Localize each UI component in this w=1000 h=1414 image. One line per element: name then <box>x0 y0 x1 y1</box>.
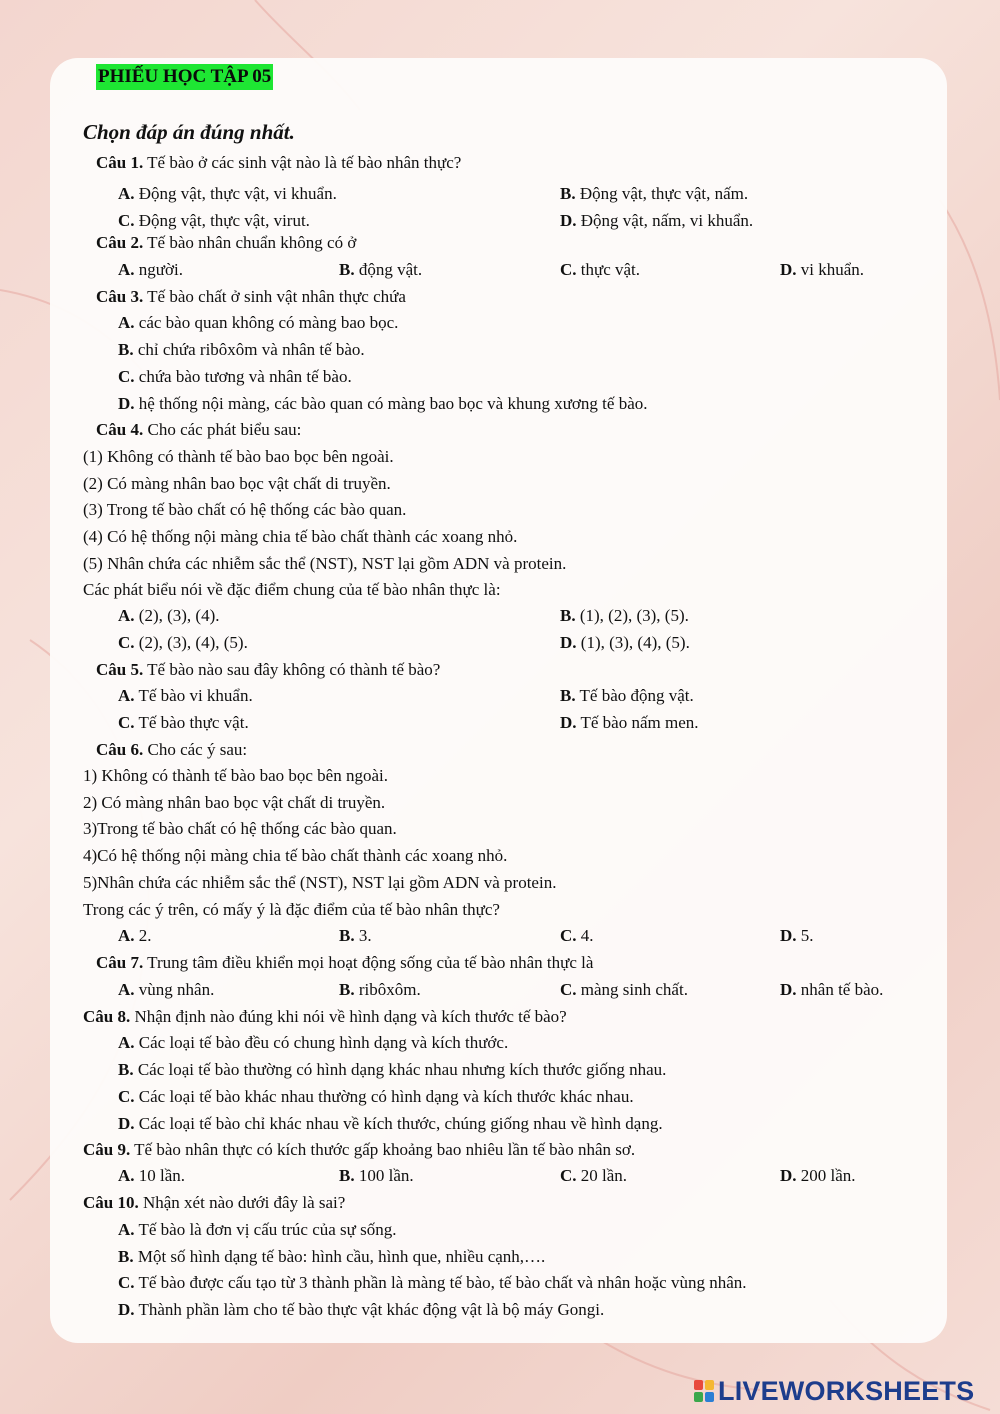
option-letter: C. <box>118 1087 135 1106</box>
option-letter: B. <box>560 686 576 705</box>
option-letter: C. <box>560 1166 577 1185</box>
statement-item: 5)Nhân chứa các nhiễm sắc thể (NST), NST lại gồm ADN và protein. <box>83 872 557 892</box>
option-letter: D. <box>780 980 797 999</box>
option-text: 3. <box>354 926 372 945</box>
option-text: Tế bào được cấu tạo từ 3 thành phần là màng tế bào, tế bào chất và nhân hoặc vùng nhân. <box>134 1273 747 1292</box>
option-letter: C. <box>118 713 135 732</box>
option-letter: A. <box>118 926 135 945</box>
answer-option-d <box>780 1165 856 1187</box>
option-text: Các loại tế bào thường có hình dạng khác nhau nhưng kích thước giống nhau. <box>133 1060 667 1079</box>
option-text: ribôxôm. <box>354 980 421 999</box>
option-text: chứa bào tương và nhân tế bào. <box>134 367 352 386</box>
question-number: Câu 1. <box>96 153 144 172</box>
question-number: Câu 8. <box>83 1007 131 1026</box>
option-text: thực vật. <box>576 260 641 279</box>
statement-item: 4)Có hệ thống nội màng chia tế bào chất thành các xoang nhỏ. <box>83 846 508 866</box>
option-letter: D. <box>560 633 577 652</box>
answer-option-c <box>560 1165 627 1187</box>
option-text: Tế bào động vật. <box>575 686 694 705</box>
question-1 <box>96 152 461 174</box>
answer-option-b <box>560 685 694 707</box>
option-letter: D. <box>780 1166 797 1185</box>
answer-option-a <box>118 183 337 205</box>
answer-option-b <box>118 1059 666 1081</box>
option-letter: A. <box>118 1220 135 1239</box>
answer-option-c <box>118 712 249 734</box>
option-text: Tế bào nấm men. <box>576 713 699 732</box>
answer-option-a <box>118 925 152 947</box>
liveworksheets-logo <box>694 1376 974 1406</box>
question-text: Tế bào nhân thực có kích thước gấp khoảng bao nhiêu lần tế bào nhân sơ. <box>130 1140 636 1159</box>
logo-square-yellow <box>705 1380 714 1390</box>
answer-option-a <box>118 685 253 707</box>
option-text: Các loại tế bào chỉ khác nhau về kích thước, chúng giống nhau về hình dạng. <box>134 1114 663 1133</box>
answer-option-c <box>118 1272 747 1294</box>
answer-option-c <box>118 366 352 388</box>
question-text: Nhận định nào đúng khi nói về hình dạng và kích thước tế bào? <box>130 1007 567 1026</box>
answer-option-b <box>118 1246 545 1268</box>
option-letter: A. <box>118 606 135 625</box>
option-letter: B. <box>339 926 355 945</box>
option-letter: B. <box>118 1060 134 1079</box>
option-letter: B. <box>118 340 134 359</box>
answer-option-b <box>118 339 365 361</box>
answer-option-b <box>560 605 689 627</box>
option-text: các bào quan không có màng bao bọc. <box>134 313 399 332</box>
answer-option-d <box>780 259 864 281</box>
question-text: Tế bào ở các sinh vật nào là tế bào nhân thực? <box>143 153 462 172</box>
option-text: Động vật, thực vật, vi khuẩn. <box>134 184 337 203</box>
option-text: chỉ chứa ribôxôm và nhân tế bào. <box>133 340 365 359</box>
question-number: Câu 4. <box>96 420 144 439</box>
question-text: Tế bào chất ở sinh vật nhân thực chứa <box>143 287 406 306</box>
statement-item: 2) Có màng nhân bao bọc vật chất di truyền. <box>83 792 386 812</box>
liveworksheets-logo-text: LIVEWORKSHEETS <box>718 1375 975 1406</box>
question-prompt: Trong các ý trên, có mấy ý là đặc điểm của tế bào nhân thực? <box>83 900 500 919</box>
option-letter: C. <box>560 260 577 279</box>
question-text: Trung tâm điều khiển mọi hoạt động sống của tế bào nhân thực là <box>143 953 594 972</box>
question-10 <box>83 1192 345 1214</box>
answer-option-c <box>560 259 640 281</box>
answer-option-c <box>118 210 310 232</box>
answer-option-b <box>339 1165 414 1187</box>
option-text: 4. <box>576 926 594 945</box>
statement-item: 3)Trong tế bào chất có hệ thống các bào quan. <box>83 819 397 839</box>
option-letter: A. <box>118 686 135 705</box>
answer-option-d <box>118 1299 604 1321</box>
answer-option-b <box>339 979 421 1001</box>
option-text: động vật. <box>354 260 423 279</box>
option-text: người. <box>134 260 183 279</box>
answer-option-a <box>118 259 183 281</box>
sheet-title: PHIẾU HỌC TẬP 05 <box>96 64 273 90</box>
option-text: 20 lần. <box>576 1166 628 1185</box>
option-letter: A. <box>118 260 135 279</box>
option-text: nhân tế bào. <box>796 980 884 999</box>
option-letter: D. <box>780 260 797 279</box>
option-letter: D. <box>118 1114 135 1133</box>
question-8 <box>83 1006 567 1028</box>
answer-option-d <box>780 925 814 947</box>
statement-item: (5) Nhân chứa các nhiễm sắc thể (NST), NST lại gồm ADN và protein. <box>83 553 567 573</box>
option-letter: B. <box>560 606 576 625</box>
option-text: (2), (3), (4), (5). <box>134 633 248 652</box>
answer-option-a <box>118 1032 508 1054</box>
option-letter: D. <box>560 211 577 230</box>
option-text: 200 lần. <box>796 1166 856 1185</box>
question-number: Câu 9. <box>83 1140 131 1159</box>
logo-square-green <box>694 1392 703 1402</box>
option-text: màng sinh chất. <box>576 980 688 999</box>
option-letter: B. <box>339 980 355 999</box>
statement-item: 1) Không có thành tế bào bao bọc bên ngoài. <box>83 766 388 785</box>
question-number: Câu 10. <box>83 1193 139 1212</box>
liveworksheets-logo-icon <box>694 1380 714 1402</box>
option-text: Các loại tế bào khác nhau thường có hình dạng và kích thước khác nhau. <box>134 1087 634 1106</box>
option-text: vùng nhân. <box>134 980 215 999</box>
option-letter: D. <box>560 713 577 732</box>
question-2 <box>96 232 356 254</box>
option-text: Tế bào vi khuẩn. <box>134 686 253 705</box>
logo-square-blue <box>705 1392 714 1402</box>
statement-item: (3) Trong tế bào chất có hệ thống các bào quan. <box>83 500 407 520</box>
option-text: Tế bào là đơn vị cấu trúc của sự sống. <box>134 1220 397 1239</box>
answer-option-a <box>118 312 398 334</box>
instruction: Chọn đáp án đúng nhất. <box>83 120 295 144</box>
option-letter: D. <box>118 1300 135 1319</box>
answer-option-d <box>560 632 690 654</box>
question-5 <box>96 659 440 681</box>
logo-square-red <box>694 1380 703 1390</box>
option-letter: C. <box>560 926 577 945</box>
option-text: hệ thống nội màng, các bào quan có màng bao bọc và khung xương tế bào. <box>134 394 648 413</box>
option-text: 2. <box>134 926 152 945</box>
question-text: Tế bào nhân chuẩn không có ở <box>143 233 357 252</box>
question-6 <box>96 739 247 761</box>
answer-option-b <box>339 259 422 281</box>
answer-option-d <box>118 393 648 415</box>
option-text: Một số hình dạng tế bào: hình cầu, hình que, nhiều cạnh,…. <box>133 1247 546 1266</box>
answer-option-d <box>780 979 883 1001</box>
option-letter: D. <box>780 926 797 945</box>
option-text: Thành phần làm cho tế bào thực vật khác động vật là bộ máy Gongi. <box>134 1300 605 1319</box>
question-number: Câu 2. <box>96 233 144 252</box>
option-letter: B. <box>339 260 355 279</box>
option-text: vi khuẩn. <box>796 260 865 279</box>
question-text: Cho các phát biểu sau: <box>143 420 302 439</box>
option-text: (1), (3), (4), (5). <box>576 633 690 652</box>
option-text: 5. <box>796 926 814 945</box>
option-text: Động vật, nấm, vi khuẩn. <box>576 211 754 230</box>
question-prompt: Các phát biểu nói về đặc điểm chung của tế bào nhân thực là: <box>83 580 501 599</box>
question-number: Câu 5. <box>96 660 144 679</box>
question-9 <box>83 1139 635 1161</box>
option-text: Động vật, thực vật, nấm. <box>575 184 749 203</box>
option-text: Động vật, thực vật, virut. <box>134 211 310 230</box>
question-number: Câu 3. <box>96 287 144 306</box>
option-letter: C. <box>118 633 135 652</box>
option-letter: D. <box>118 394 135 413</box>
option-letter: C. <box>118 211 135 230</box>
question-number: Câu 7. <box>96 953 144 972</box>
answer-option-a <box>118 1165 185 1187</box>
question-3 <box>96 286 406 308</box>
option-text: (2), (3), (4). <box>134 606 220 625</box>
answer-option-a <box>118 605 220 627</box>
answer-option-d <box>118 1113 663 1135</box>
option-letter: A. <box>118 1166 135 1185</box>
answer-option-c <box>560 979 688 1001</box>
answer-option-c <box>118 1086 634 1108</box>
answer-option-b <box>560 183 748 205</box>
option-letter: B. <box>118 1247 134 1266</box>
option-letter: C. <box>118 367 135 386</box>
option-letter: C. <box>560 980 577 999</box>
question-text: Tế bào nào sau đây không có thành tế bào? <box>143 660 441 679</box>
answer-option-a <box>118 1219 397 1241</box>
answer-option-d <box>560 210 753 232</box>
option-text: 10 lần. <box>134 1166 186 1185</box>
question-number: Câu 6. <box>96 740 144 759</box>
statement-item: (1) Không có thành tế bào bao bọc bên ngoài. <box>83 447 394 466</box>
option-text: Các loại tế bào đều có chung hình dạng và kích thước. <box>134 1033 509 1052</box>
question-4 <box>96 419 301 441</box>
question-7 <box>96 952 593 974</box>
option-letter: B. <box>560 184 576 203</box>
option-letter: C. <box>118 1273 135 1292</box>
option-text: 100 lần. <box>354 1166 414 1185</box>
option-letter: B. <box>339 1166 355 1185</box>
answer-option-b <box>339 925 372 947</box>
question-text: Cho các ý sau: <box>143 740 248 759</box>
question-text: Nhận xét nào dưới đây là sai? <box>138 1193 346 1212</box>
statement-item: (4) Có hệ thống nội màng chia tế bào chất thành các xoang nhỏ. <box>83 527 518 547</box>
answer-option-c <box>118 632 248 654</box>
answer-option-d <box>560 712 699 734</box>
answer-option-c <box>560 925 594 947</box>
option-letter: A. <box>118 313 135 332</box>
statement-item: (2) Có màng nhân bao bọc vật chất di truyền. <box>83 473 391 493</box>
option-text: (1), (2), (3), (5). <box>575 606 689 625</box>
option-letter: A. <box>118 184 135 203</box>
option-letter: A. <box>118 1033 135 1052</box>
option-letter: A. <box>118 980 135 999</box>
option-text: Tế bào thực vật. <box>134 713 249 732</box>
answer-option-a <box>118 979 214 1001</box>
